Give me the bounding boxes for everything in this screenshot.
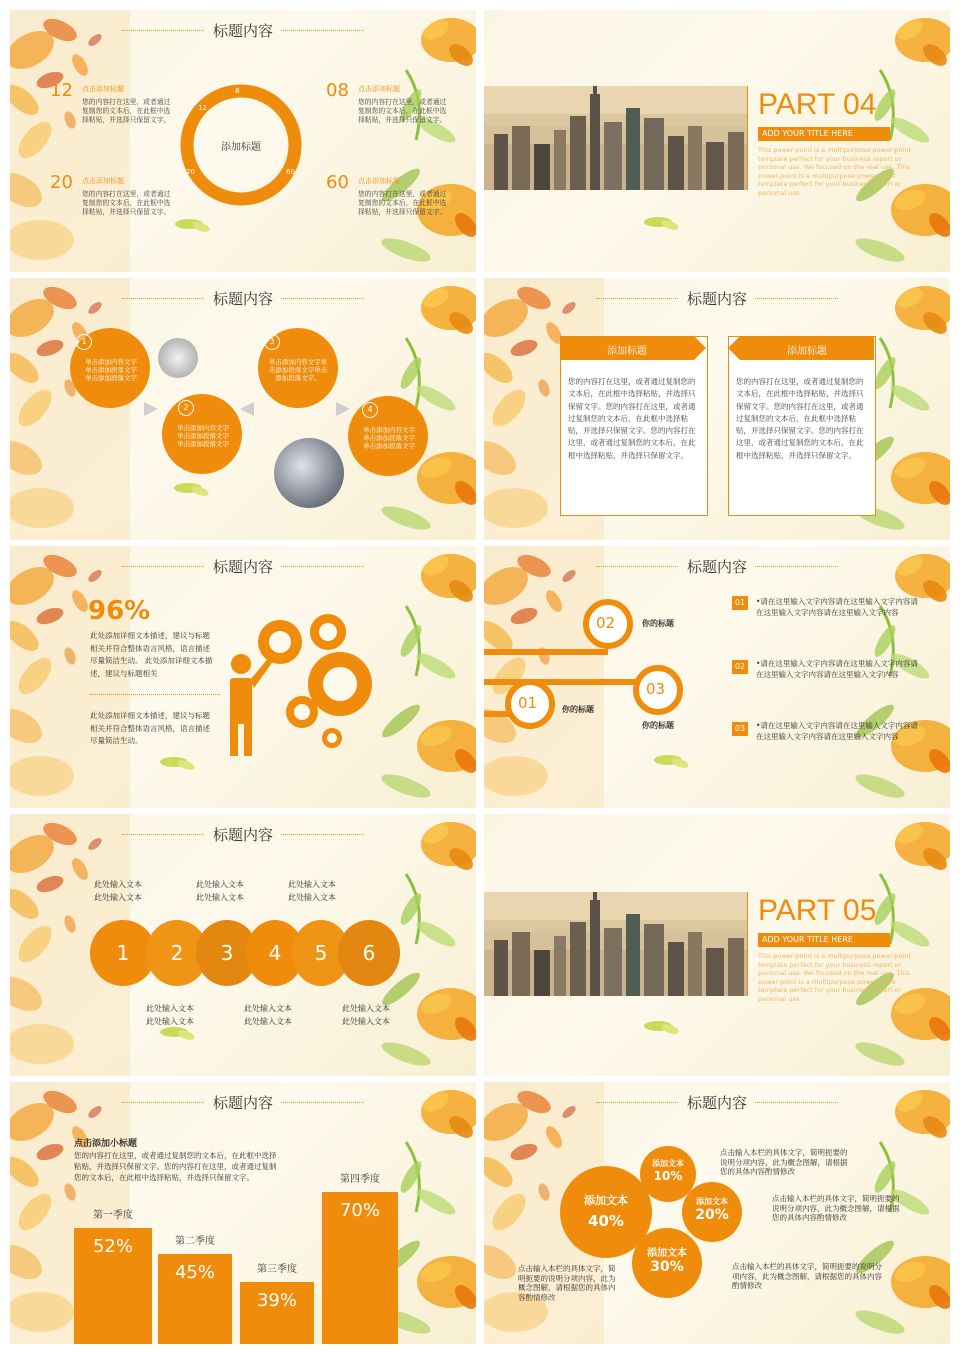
city-skyline-image bbox=[484, 892, 748, 996]
arrow-icon bbox=[336, 402, 350, 416]
list-number: 02 bbox=[732, 660, 748, 674]
slide-9[interactable] bbox=[10, 1082, 476, 1344]
item-number: 12 bbox=[50, 80, 73, 101]
card-heading: 添加标题 bbox=[607, 346, 647, 357]
flow-node-number: 02 bbox=[596, 614, 616, 632]
step-number: 3 bbox=[264, 334, 280, 350]
petal-label: 添加文本 bbox=[652, 1159, 684, 1168]
top-label: 此处输入文本 此处输入文本 bbox=[196, 880, 244, 902]
description-divider bbox=[90, 694, 220, 695]
vertical-divider bbox=[747, 86, 748, 190]
step-circle bbox=[348, 396, 428, 476]
ring-tick-8: 8 bbox=[235, 87, 240, 95]
item-head: 点击添加标题 bbox=[82, 177, 124, 185]
part-subtitle: ADD YOUR TITLE HERE bbox=[758, 933, 890, 947]
slide-title: 标题内容 bbox=[679, 1094, 755, 1112]
list-text: •请在这里输入文字内容请在这里输入文字内容请在这里输入文字内容请在这里输入文字内容 bbox=[756, 597, 918, 617]
note-text: 点击输入本栏的具体文字，简明扼要的说明分项内容，此为概念图解，请根据您的具体内容酌情修改 bbox=[720, 1148, 848, 1176]
slide-title: 标题内容 bbox=[679, 290, 755, 308]
item-body: 您的内容打在这里，或者通过复制您的文本后，在此框中选择粘贴，并选择只保留文字。 bbox=[358, 98, 447, 124]
part-number: PART 05 bbox=[758, 894, 877, 927]
leaf-icon bbox=[160, 1026, 200, 1042]
slide-title: 标题内容 bbox=[205, 558, 281, 576]
part-subtitle: ADD YOUR TITLE HERE bbox=[758, 127, 890, 141]
note-text: 点击输入本栏的具体文字，简明扼要的说明分项内容，此为概念图解，请根据您的具体内容酌情修改 bbox=[772, 1194, 900, 1222]
bottom-label: 此处输入文本 此处输入文本 bbox=[244, 1004, 292, 1026]
flow-path-diagram bbox=[484, 596, 694, 736]
ring-center-label: 添加标题 bbox=[221, 142, 261, 153]
sequence-circle: 6 bbox=[338, 920, 400, 986]
gears-worker-illustration bbox=[220, 608, 410, 758]
team-photo bbox=[158, 338, 198, 378]
card-body: 您的内容打在这里，或者通过复制您的文本后，在此框中选择粘贴，并选择只保留文字。您的内容打在这里，或者通过复制您的文本后，在此框中选择粘贴，并选择只保留文字。您的内容打在这里，或者通过复制您的文本后，在此框中选择粘贴，并选择只保留文字。 bbox=[736, 377, 864, 460]
part-description: This power-point is a multipurpose power-point template perfect for your business report or personal use. We focused on the real use. This power-point is a multipurpose power-point template perfect for your business report or personal use. bbox=[758, 952, 912, 1003]
sequence-circle: 5 bbox=[292, 920, 350, 986]
list-number: 01 bbox=[732, 596, 748, 610]
step-text: 单击添加内容文字单击添加段落文字单击添加段落文字 bbox=[85, 358, 137, 382]
item-head: 点击添加标题 bbox=[358, 177, 400, 185]
leaf-icon bbox=[644, 216, 684, 232]
item-number: 08 bbox=[326, 80, 349, 101]
petal-label: 添加文本 bbox=[647, 1248, 687, 1259]
list-text: •请在这里输入文字内容请在这里输入文字内容请在这里输入文字内容请在这里输入文字内容 bbox=[756, 659, 918, 679]
step-circle bbox=[162, 394, 242, 474]
item-head: 点击添加标题 bbox=[82, 85, 124, 93]
sequence-circle: 1 bbox=[90, 920, 156, 986]
part-number: PART 04 bbox=[758, 88, 877, 121]
slide-6[interactable] bbox=[484, 546, 950, 808]
handshake-photo bbox=[274, 438, 344, 508]
step-number: 2 bbox=[178, 400, 194, 416]
bottom-label: 此处输入文本 此处输入文本 bbox=[146, 1004, 194, 1026]
step-circle bbox=[70, 328, 150, 408]
petal-value: 20% bbox=[695, 1207, 729, 1223]
petal-bottom bbox=[632, 1228, 702, 1298]
slide-title: 标题内容 bbox=[205, 826, 281, 844]
leaf-icon bbox=[654, 754, 694, 770]
flow-node-number: 01 bbox=[518, 694, 538, 712]
slide-3[interactable] bbox=[10, 278, 476, 540]
step-number: 1 bbox=[76, 334, 92, 350]
petal-label: 添加文本 bbox=[696, 1197, 728, 1206]
flow-node-label: 你的标题 bbox=[642, 619, 674, 628]
ring-tick-20: 20 bbox=[186, 168, 195, 176]
slide-1[interactable] bbox=[10, 10, 476, 272]
slide-2[interactable] bbox=[484, 10, 950, 272]
petal-value: 40% bbox=[588, 1212, 624, 1230]
item-number: 60 bbox=[326, 172, 349, 193]
bar-q3: 39% bbox=[240, 1282, 314, 1344]
step-number: 4 bbox=[362, 402, 378, 418]
slide-5[interactable] bbox=[10, 546, 476, 808]
card-heading: 添加标题 bbox=[787, 346, 827, 357]
city-skyline-image bbox=[484, 86, 748, 190]
percent-stat: 96% bbox=[88, 596, 151, 626]
slide-8[interactable] bbox=[484, 814, 950, 1076]
item-body: 您的内容打在这里，或者通过复制您的文本后，在此框中选择粘贴，并选择只保留文字。 bbox=[82, 190, 171, 216]
petal-label: 添加文本 bbox=[584, 1194, 628, 1207]
arrow-icon bbox=[144, 402, 158, 416]
step-text: 单击添加内容文字单击添加段落文字单击添加段落文字 bbox=[363, 426, 415, 450]
item-number: 20 bbox=[50, 172, 73, 193]
sequence-circle: 4 bbox=[246, 920, 304, 986]
bar-q1: 52% bbox=[74, 1228, 152, 1344]
sequence-circle: 2 bbox=[146, 920, 208, 986]
description-text: 此处添加详细文本描述，建议与标题相关并符合整体语言风格，语言描述尽量简洁生动。 此处添加详细文本描述，建议与标题相关 bbox=[90, 631, 213, 678]
item-body: 您的内容打在这里，或者通过复制您的文本后，在此框中选择粘贴，并选择只保留文字。 bbox=[82, 98, 171, 124]
note-text: 点击输入本栏的具体文字，简明扼要的说明分项内容，此为概念图解，请根据您的具体内容酌情修改 bbox=[732, 1262, 882, 1290]
slide-10[interactable] bbox=[484, 1082, 950, 1344]
flow-node-label: 你的标题 bbox=[642, 721, 674, 730]
leaves-decoration-left bbox=[10, 10, 130, 272]
list-text: •请在这里输入文字内容请在这里输入文字内容请在这里输入文字内容请在这里输入文字内容 bbox=[756, 721, 918, 741]
bar-q4: 70% bbox=[322, 1192, 398, 1344]
note-text: 点击输入本栏的具体文字，简明扼要的说明分项内容，此为概念图解，请根据您的具体内容酌情修改 bbox=[518, 1264, 616, 1302]
bar-label: 第四季度 bbox=[340, 1174, 380, 1185]
description-text: 此处添加详细文本描述，建议与标题相关并符合整体语言风格，语言描述尽量简洁生动。 bbox=[90, 711, 210, 745]
subheading: 点击添加小标题 bbox=[74, 1139, 138, 1149]
slide-7[interactable] bbox=[10, 814, 476, 1076]
bar-label: 第三季度 bbox=[257, 1264, 297, 1275]
flowers-decoration-right bbox=[840, 10, 950, 272]
flowers-decoration-right bbox=[366, 10, 476, 272]
arrow-icon bbox=[240, 402, 254, 416]
bar-q2: 45% bbox=[158, 1254, 232, 1344]
part-description: This power-point is a multipurpose power-point template perfect for your business report or personal use. We focused on the real use. This power-point is a multipurpose power-point template perfect for your business report or personal use. bbox=[758, 146, 912, 197]
bottom-label: 此处输入文本 此处输入文本 bbox=[342, 1004, 390, 1026]
item-body: 您的内容打在这里，或者通过复制您的文本后，在此框中选择粘贴，并选择只保留文字。 bbox=[358, 190, 447, 216]
petal-value: 30% bbox=[650, 1259, 684, 1275]
leaf-icon bbox=[175, 218, 215, 234]
leaf-icon bbox=[160, 756, 200, 772]
slide-title: 标题内容 bbox=[679, 558, 755, 576]
top-label: 此处输入文本 此处输入文本 bbox=[288, 880, 336, 902]
slide-title: 标题内容 bbox=[205, 1094, 281, 1112]
subheading-body: 您的内容打在这里，或者通过复制您的文本后，在此框中选择粘贴，并选择只保留文字。您的内容打在这里，或者通过复制您的文本后，在此框中选择粘贴，并选择只保留文字。 bbox=[74, 1151, 277, 1182]
top-label: 此处输入文本 此处输入文本 bbox=[94, 880, 142, 902]
step-circle bbox=[258, 328, 338, 408]
vertical-divider bbox=[747, 892, 748, 996]
list-number: 03 bbox=[732, 722, 748, 736]
ring-tick-12: 12 bbox=[198, 104, 207, 112]
step-text: 单击添加内容文字单击添加段落文字单击添加段落文字。 bbox=[268, 358, 328, 382]
slide-title: 标题内容 bbox=[205, 290, 281, 308]
leaves-decoration-left bbox=[10, 278, 130, 540]
petal-right bbox=[682, 1182, 742, 1242]
flow-node-number: 03 bbox=[646, 680, 666, 698]
petal-value: 10% bbox=[653, 1169, 683, 1183]
flow-node-label: 你的标题 bbox=[562, 705, 594, 714]
sequence-circle: 3 bbox=[196, 920, 258, 986]
bar-label: 第二季度 bbox=[175, 1236, 215, 1247]
item-head: 点击添加标题 bbox=[358, 85, 400, 93]
ring-tick-60: 60 bbox=[286, 168, 295, 176]
leaf-icon bbox=[174, 482, 214, 498]
leaf-icon bbox=[644, 1020, 684, 1036]
slide-4[interactable] bbox=[484, 278, 950, 540]
step-text: 单击添加内容文字单击添加段落文字单击添加段落文字 bbox=[177, 424, 229, 448]
card-body: 您的内容打在这里，或者通过复制您的文本后，在此框中选择粘贴，并选择只保留文字。您的内容打在这里，或者通过复制您的文本后，在此框中选择粘贴，并选择只保留文字。您的内容打在这里，或者通过复制您的文本后，在此框中选择粘贴，并选择只保留文字。 bbox=[568, 377, 696, 460]
bar-label: 第一季度 bbox=[93, 1210, 133, 1221]
slide-title: 标题内容 bbox=[205, 22, 281, 40]
